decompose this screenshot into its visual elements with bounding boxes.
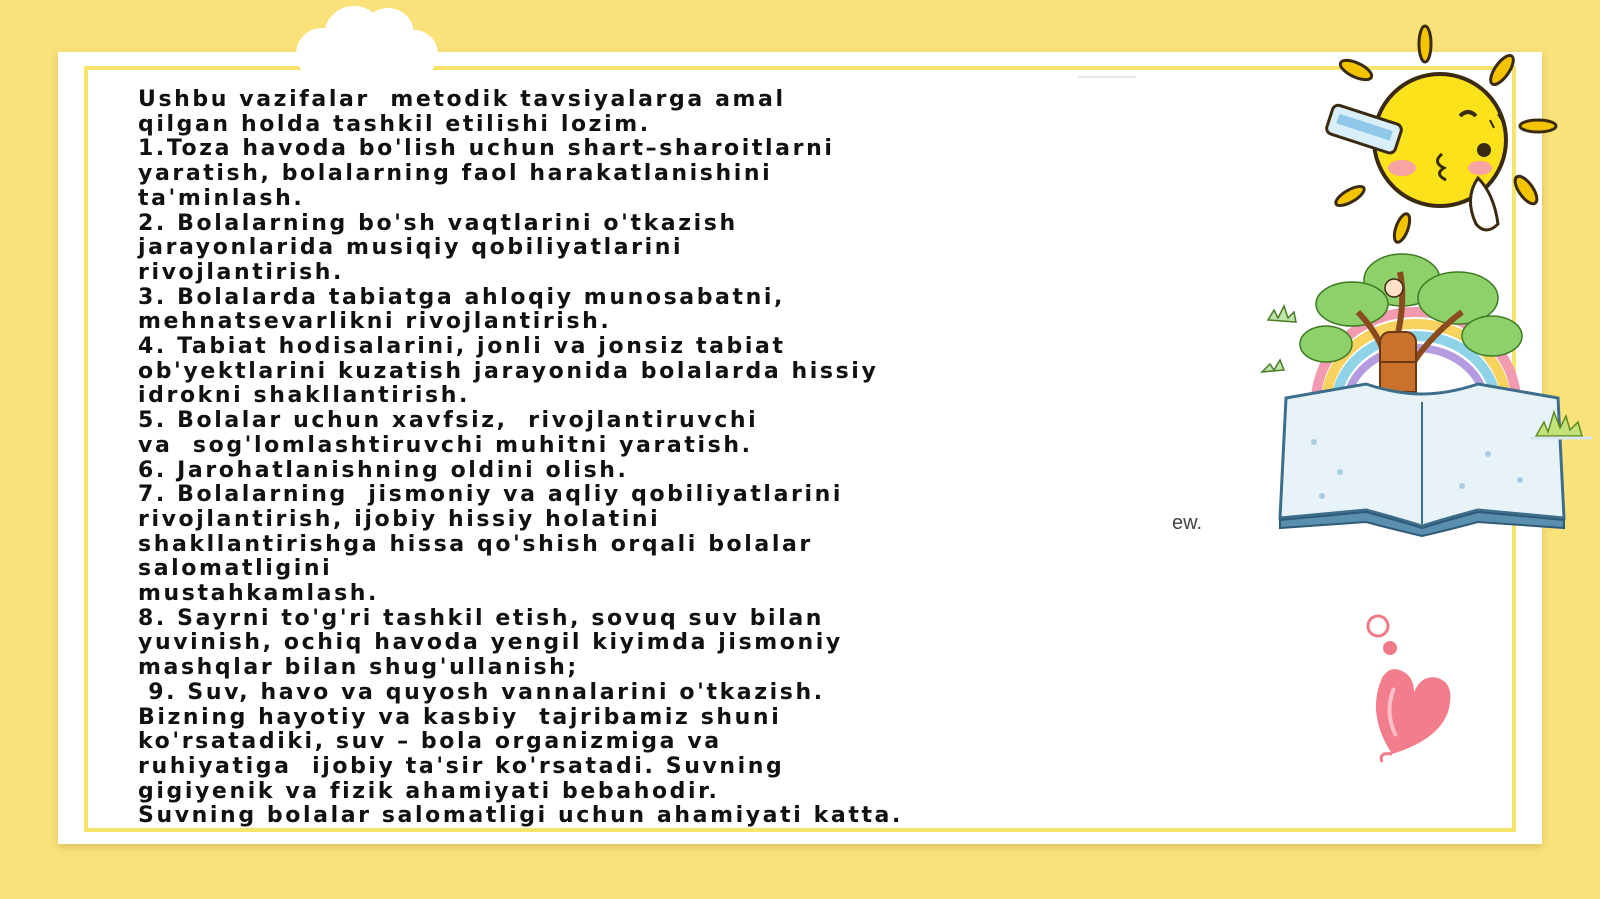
heart-icon [1362, 612, 1474, 772]
text-line: idrokni shakllantirish. [138, 383, 470, 409]
text-line: mashqlar bilan shug'ullanish; [138, 655, 579, 681]
text-line: gigiyenik va fizik ahamiyati bebahodir. [138, 778, 720, 804]
sun-icon [1330, 18, 1592, 258]
text-line: 4. Tabiat hodisalarini, jonli va jonsiz tabiat [138, 334, 786, 360]
text-line: qilgan holda tashkil etilishi lozim. [138, 111, 651, 137]
cloud-icon [292, 6, 442, 86]
text-line: ta'minlash. [138, 185, 305, 211]
text-line: ob'yektlarini kuzatish jarayonida bolalarda hissiy [138, 358, 879, 384]
slide-text-body [138, 87, 1148, 829]
text-line: jarayonlarida musiqiy qobiliyatlarini [138, 235, 684, 261]
text-line: va sog'lomlashtiruvchi muhitni yaratish. [138, 432, 753, 458]
text-line: ruhiyatiga ijobiy ta'sir ko'rsatadi. Suvning [138, 753, 785, 779]
text-line: 5. Bolalar uchun xavfsiz, rivojlantiruvchi [138, 408, 759, 434]
divider [1078, 76, 1136, 78]
text-line: Bizning hayotiy va kasbiy tajribamiz shuni [138, 704, 782, 730]
text-line: Ushbu vazifalar metodik tavsiyalarga amal [138, 87, 786, 112]
text-line: yuvinish, ochiq havoda yengil kiyimda jismoniy [138, 630, 843, 656]
text-line: 8. Sayrni to'g'ri tashkil etish, sovuq suv bilan [138, 605, 825, 631]
text-line: salomatligini [138, 556, 333, 582]
text-line: 2. Bolalarning bo'sh vaqtlarini o'tkazish [138, 210, 738, 236]
text-line: mustahkamlash. [138, 581, 380, 607]
text-line: Suvning bolalar salomatligi uchun ahamiyati katta. [138, 803, 903, 829]
text-line: 9. Suv, havo va quyosh vannalarini o'tkazish. [138, 679, 825, 705]
truncated-text: ew. [1172, 512, 1203, 534]
text-line: 3. Bolalarda tabiatga ahloqiy munosabatni, [138, 284, 785, 310]
text-line: yaratish, bolalarning faol harakatlanishini [138, 161, 773, 187]
tree-book-icon [1262, 232, 1582, 544]
text-line: shakllantirishga hissa qo'shish orqali bolalar [138, 531, 813, 557]
text-line: rivojlantirish, ijobiy hissiy holatini [138, 506, 661, 532]
text-line: mehnatsevarlikni rivojlantirish. [138, 309, 612, 335]
text-line: 6. Jarohatlanishning oldini olish. [138, 457, 629, 483]
text-line: 1.Toza havoda bo'lish uchun shart–sharoitlarni [138, 136, 835, 162]
text-line: ko'rsatadiki, suv – bola organizmiga va [138, 729, 722, 755]
text-line: rivojlantirish. [138, 259, 344, 285]
text-line: 7. Bolalarning jismoniy va aqliy qobiliyatlarini [138, 482, 844, 508]
plant-icon [1530, 396, 1592, 446]
